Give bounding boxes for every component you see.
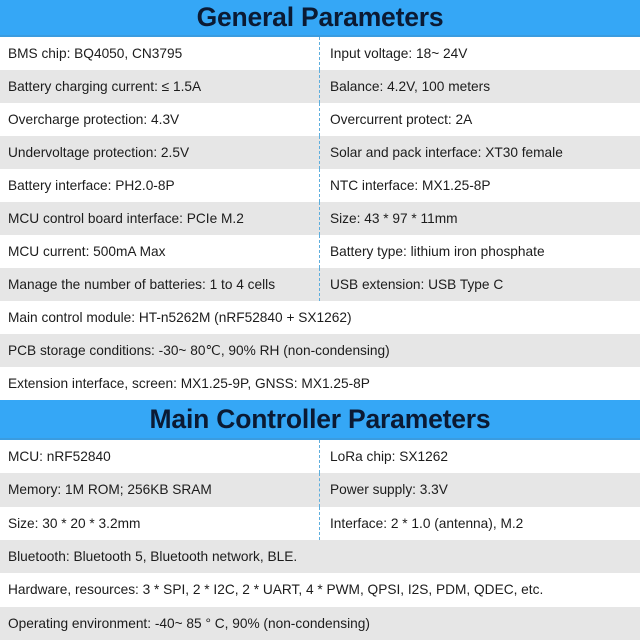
spec-pcb-storage: PCB storage conditions: -30~ 80℃, 90% RH (non-condensing) [8,343,390,358]
spec-operating-environment: Operating environment: -40~ 85 ° C, 90% (non-condensing) [8,615,370,631]
spec-interface: Interface: 2 * 1.0 (antenna), M.2 [330,515,524,531]
spec-overcharge-protection: Overcharge protection: 4.3V [0,103,320,136]
spec-row [0,440,640,473]
spec-row [0,540,640,573]
spec-battery-count: Manage the number of batteries: 1 to 4 cells [0,268,320,301]
main-controller-section [0,400,640,640]
spec-hardware-resources: Hardware, resources: 3 * SPI, 2 * I2C, 2 * UART, 4 * PWM, QPSI, I2S, PDM, QDEC, etc. [8,582,544,598]
spec-row [0,607,640,640]
spec-row [0,507,640,540]
spec-extension-interface: Extension interface, screen: MX1.25-9P, GNSS: MX1.25-8P [8,376,370,391]
spec-row [0,136,640,169]
main-controller-title: Main Controller Parameters [0,400,640,440]
spec-row [0,202,640,235]
spec-battery-interface: Battery interface: PH2.0-8P [0,169,320,202]
spec-input-voltage: Input voltage: 18~ 24V [330,46,468,61]
spec-row [0,268,640,301]
spec-bluetooth: Bluetooth: Bluetooth 5, Bluetooth network, BLE. [8,548,298,564]
spec-balance: Balance: 4.2V, 100 meters [330,79,491,94]
spec-row [0,301,640,334]
general-parameters-title: General Parameters [0,0,640,37]
spec-lora-chip: LoRa chip: SX1262 [330,449,448,464]
spec-ntc-interface: NTC interface: MX1.25-8P [330,178,491,193]
spec-battery-charging-current: Battery charging current: ≤ 1.5A [0,70,320,103]
spec-solar-pack-interface: Solar and pack interface: XT30 female [330,145,563,160]
spec-bms-chip: BMS chip: BQ4050, CN3795 [0,37,320,70]
spec-mcu-board-interface: MCU control board interface: PCIe M.2 [0,202,320,235]
spec-undervoltage-protection: Undervoltage protection: 2.5V [0,136,320,169]
spec-battery-type: Battery type: lithium iron phosphate [330,244,545,259]
spec-controller-size: Size: 30 * 20 * 3.2mm [0,507,320,540]
spec-row [0,37,640,70]
spec-mcu-current: MCU current: 500mA Max [0,235,320,268]
spec-row [0,103,640,136]
spec-row [0,70,640,103]
spec-row [0,367,640,400]
spec-overcurrent-protect: Overcurrent protect: 2A [330,112,473,127]
spec-main-control-module: Main control module: HT-n5262M (nRF52840 + SX1262) [8,310,352,325]
spec-row [0,169,640,202]
spec-row [0,235,640,268]
spec-usb-extension: USB extension: USB Type C [330,277,504,292]
spec-power-supply: Power supply: 3.3V [330,482,448,498]
spec-mcu: MCU: nRF52840 [0,440,320,473]
spec-row [0,473,640,506]
spec-memory: Memory: 1M ROM; 256KB SRAM [0,473,320,506]
spec-row [0,573,640,606]
spec-row [0,334,640,367]
spec-size: Size: 43 * 97 * 11mm [330,211,458,226]
